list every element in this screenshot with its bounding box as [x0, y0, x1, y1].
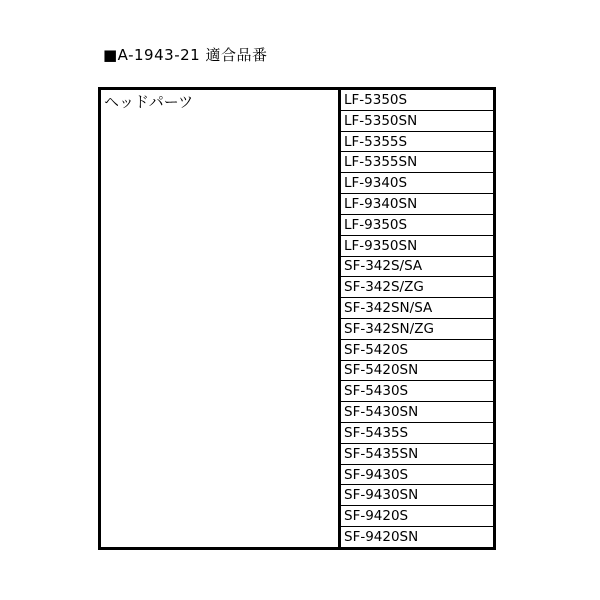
model-row: SF-5435SN [341, 444, 493, 465]
model-list [341, 90, 493, 547]
category-label: ヘッドパーツ [104, 93, 194, 111]
model-row: SF-5420S [341, 340, 493, 361]
model-row: SF-9430S [341, 465, 493, 486]
model-row: LF-5350S [341, 90, 493, 111]
model-row: LF-5355S [341, 132, 493, 153]
model-row: SF-9420SN [344, 528, 419, 545]
model-row: SF-5430S [341, 381, 493, 402]
model-row: LF-5350SN [341, 111, 493, 132]
model-row: SF-342S/SA [341, 257, 493, 278]
compatible-models-table [98, 87, 496, 550]
model-row: SF-5430SN [341, 402, 493, 423]
model-row: SF-342SN/SA [341, 298, 493, 319]
model-row: SF-342SN/ZG [341, 319, 493, 340]
page-title: ■A-1943-21 適合品番 [103, 46, 268, 64]
model-row: SF-9420S [341, 506, 493, 527]
model-row: LF-5355SN [341, 152, 493, 173]
category-cell [101, 90, 341, 547]
model-row: LF-9340SN [341, 194, 493, 215]
model-row: SF-9430SN [341, 485, 493, 506]
model-row: SF-5435S [341, 423, 493, 444]
model-row: SF-5420SN [341, 361, 493, 382]
model-row: SF-342S/ZG [341, 277, 493, 298]
model-row: LF-9350S [341, 215, 493, 236]
model-row: LF-9350SN [341, 236, 493, 257]
model-row: LF-9340S [341, 173, 493, 194]
